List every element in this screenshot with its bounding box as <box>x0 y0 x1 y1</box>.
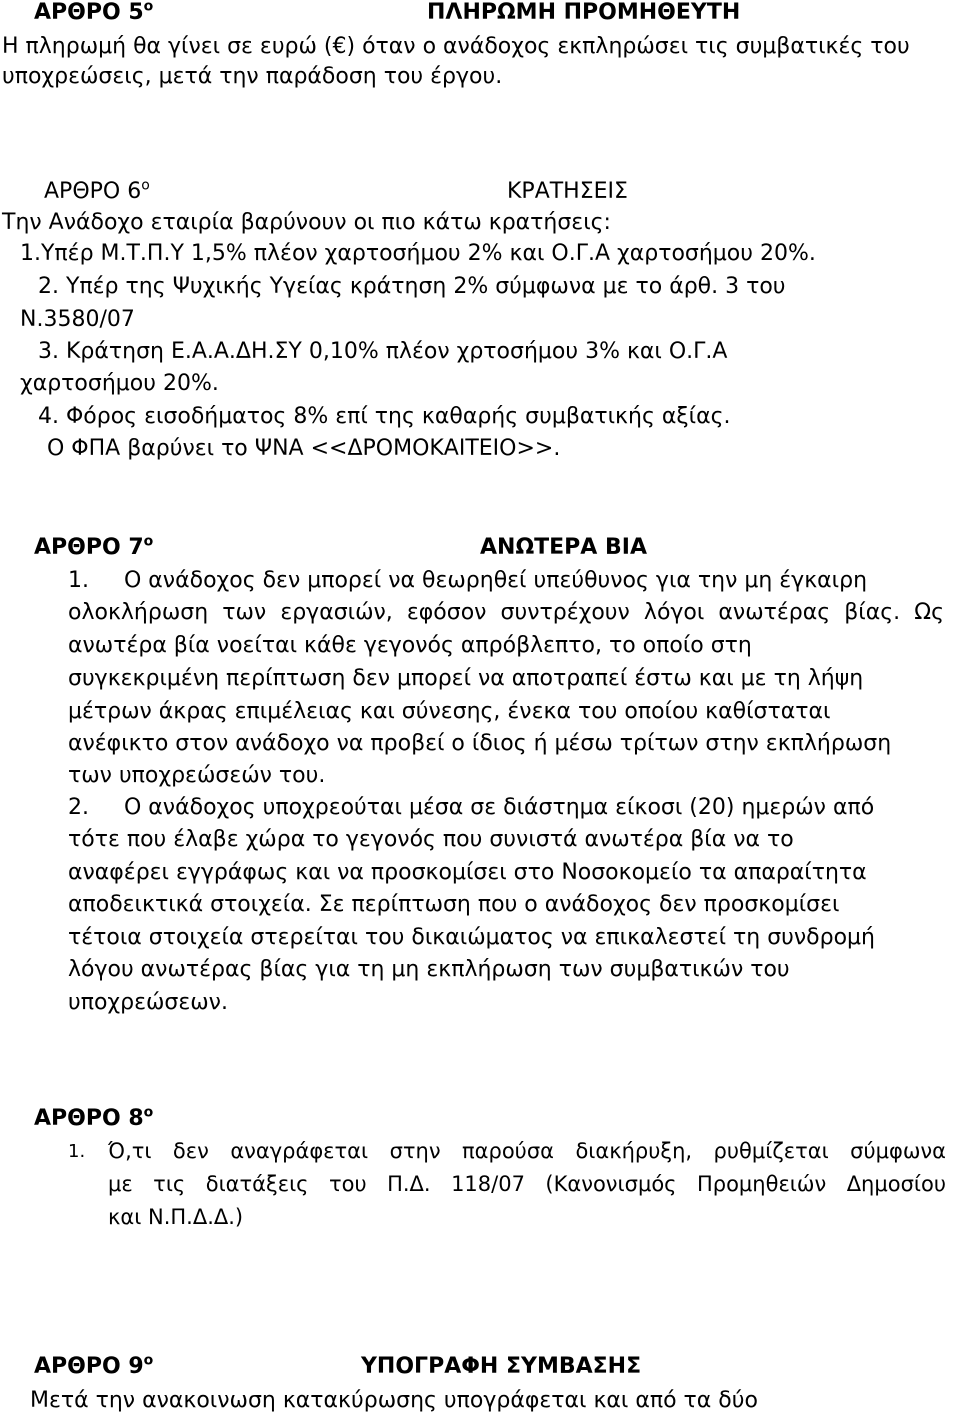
article-9-line: Μετά την ανακοινωση κατακύρωσης υπογράφεται και από τα δύο <box>30 1388 758 1413</box>
article-5-heading: ΑΡΘΡΟ $5^o$ <box>34 0 154 25</box>
article-7-item-1-line: των υποχρεώσεών του. <box>68 763 326 788</box>
article-6-title: ΚΡΑΤΗΣΕΙΣ <box>507 179 628 204</box>
article-5-title: ΠΛΗΡΩΜΗ ΠΡΟΜΗΘΕΥΤΗ <box>427 0 741 25</box>
article-7-title: ΑΝΩΤΕΡΑ ΒΙΑ <box>480 535 647 560</box>
article-7-item-2-line: Ο ανάδοχος υποχρεούται μέσα σε διάστημα είκοσι (20) ημερών από <box>124 795 875 820</box>
article-6-line: Ν.3580/07 <box>20 307 135 332</box>
article-7-item-2-line: αναφέρει εγγράφως και να προσκομίσει στο Νοσοκομείο τα απαραίτητα <box>68 860 867 885</box>
article-6-heading: ΑΡΘΡΟ $6^o$ <box>44 177 150 204</box>
article-7-item-2-line: τέτοια στοιχεία στερείται του δικαιώματος να επικαλεστεί τη συνδρομή <box>68 925 875 950</box>
article-6-line: χαρτοσήμου 20%. <box>20 371 219 396</box>
article-6-line: 3. Κράτηση Ε.Α.Α.ΔΗ.ΣΥ 0,10% πλέον χρτοσήμου 3% και Ο.Γ.Α <box>38 339 728 364</box>
article-9-heading: ΑΡΘΡΟ $9^o$ <box>34 1352 154 1379</box>
article-7-item-2-line: αποδεικτικά στοιχεία. Σε περίπτωση που ο ανάδοχος δεν προσκομίσει <box>68 892 840 917</box>
article-7-item-1-number: 1. <box>68 568 89 593</box>
article-6-line: 1.Υπέρ Μ.Τ.Π.Υ 1,5% πλέον χαρτοσήμου 2% και Ο.Γ.Α χαρτοσήμου 20%. <box>20 241 816 266</box>
article-7-item-1-line: Ο ανάδοχος δεν μπορεί να θεωρηθεί υπεύθυνος για την μη έγκαιρη <box>124 568 868 593</box>
article-7-item-1-line: ανέφικτο στον ανάδοχο να προβεί ο ίδιος ή μέσω τρίτων στην εκπλήρωση <box>68 731 892 756</box>
article-6-vat-line: Ο ΦΠΑ βαρύνει το ΨΝΑ <<ΔΡΟΜΟΚΑΙΤΕΙΟ>>. <box>47 436 561 461</box>
article-8-item-1-line: Ό,τι δεν αναγράφεται στην παρούσα διακήρυξη, ρυθμίζεται σύμφωνα <box>108 1139 946 1163</box>
article-5-line: Η πληρωμή θα γίνει σε ευρώ (€) όταν ο ανάδοχος εκπληρώσει τις συμβατικές του <box>2 34 910 59</box>
article-7-item-1-line: συγκεκριμένη περίπτωση δεν μπορεί να αποτραπεί έστω και με τη λήψη <box>68 666 864 691</box>
article-7-item-2-line: λόγου ανωτέρας βίας για τη μη εκπλήρωση των συμβατικών του <box>68 957 790 982</box>
article-7-item-1-line: μέτρων άκρας επιμέλειας και σύνεσης, ένεκα του οποίου καθίσταται <box>68 699 831 724</box>
article-9-title: ΥΠΟΓΡΑΦΗ ΣΥΜΒΑΣΗΣ <box>361 1354 642 1379</box>
article-7-item-1-line: ολοκλήρωση των εργασιών, εφόσον συντρέχουν λόγοι ανωτέρας βίας. Ως <box>68 600 944 625</box>
article-7-item-1-line: ανωτέρα βία νοείται κάθε γεγονός απρόβλεπτο, το οποίο στη <box>68 633 752 658</box>
article-7-item-2-number: 2. <box>68 795 89 820</box>
article-8-item-1-line: και Ν.Π.Δ.Δ.) <box>108 1205 244 1229</box>
article-8-heading: ΑΡΘΡΟ $8^o$ <box>34 1104 154 1131</box>
article-8-item-1-number: 1. <box>68 1141 86 1162</box>
article-7-heading: ΑΡΘΡΟ $7^o$ <box>34 533 154 560</box>
article-6-line: 4. Φόρος εισοδήματος 8% επί της καθαρής συμβατικής αξίας. <box>38 404 731 429</box>
article-7-item-2-line: τότε που έλαβε χώρα το γεγονός που συνιστά ανωτέρα βία να το <box>68 827 794 852</box>
article-6-line: 2. Υπέρ της Ψυχικής Υγείας κράτηση 2% σύμφωνα με το άρθ. 3 του <box>38 274 786 299</box>
article-5-line: υποχρεώσεις, μετά την παράδοση του έργου. <box>2 64 503 89</box>
article-7-item-2-line: υποχρεώσεων. <box>68 990 228 1015</box>
article-6-intro: Την Ανάδοχο εταιρία βαρύνουν οι πιο κάτω κρατήσεις: <box>2 210 611 235</box>
article-8-item-1-line: με τις διατάξεις του Π.Δ. 118/07 (Κανονισμός Προμηθειών Δημοσίου <box>108 1172 946 1196</box>
